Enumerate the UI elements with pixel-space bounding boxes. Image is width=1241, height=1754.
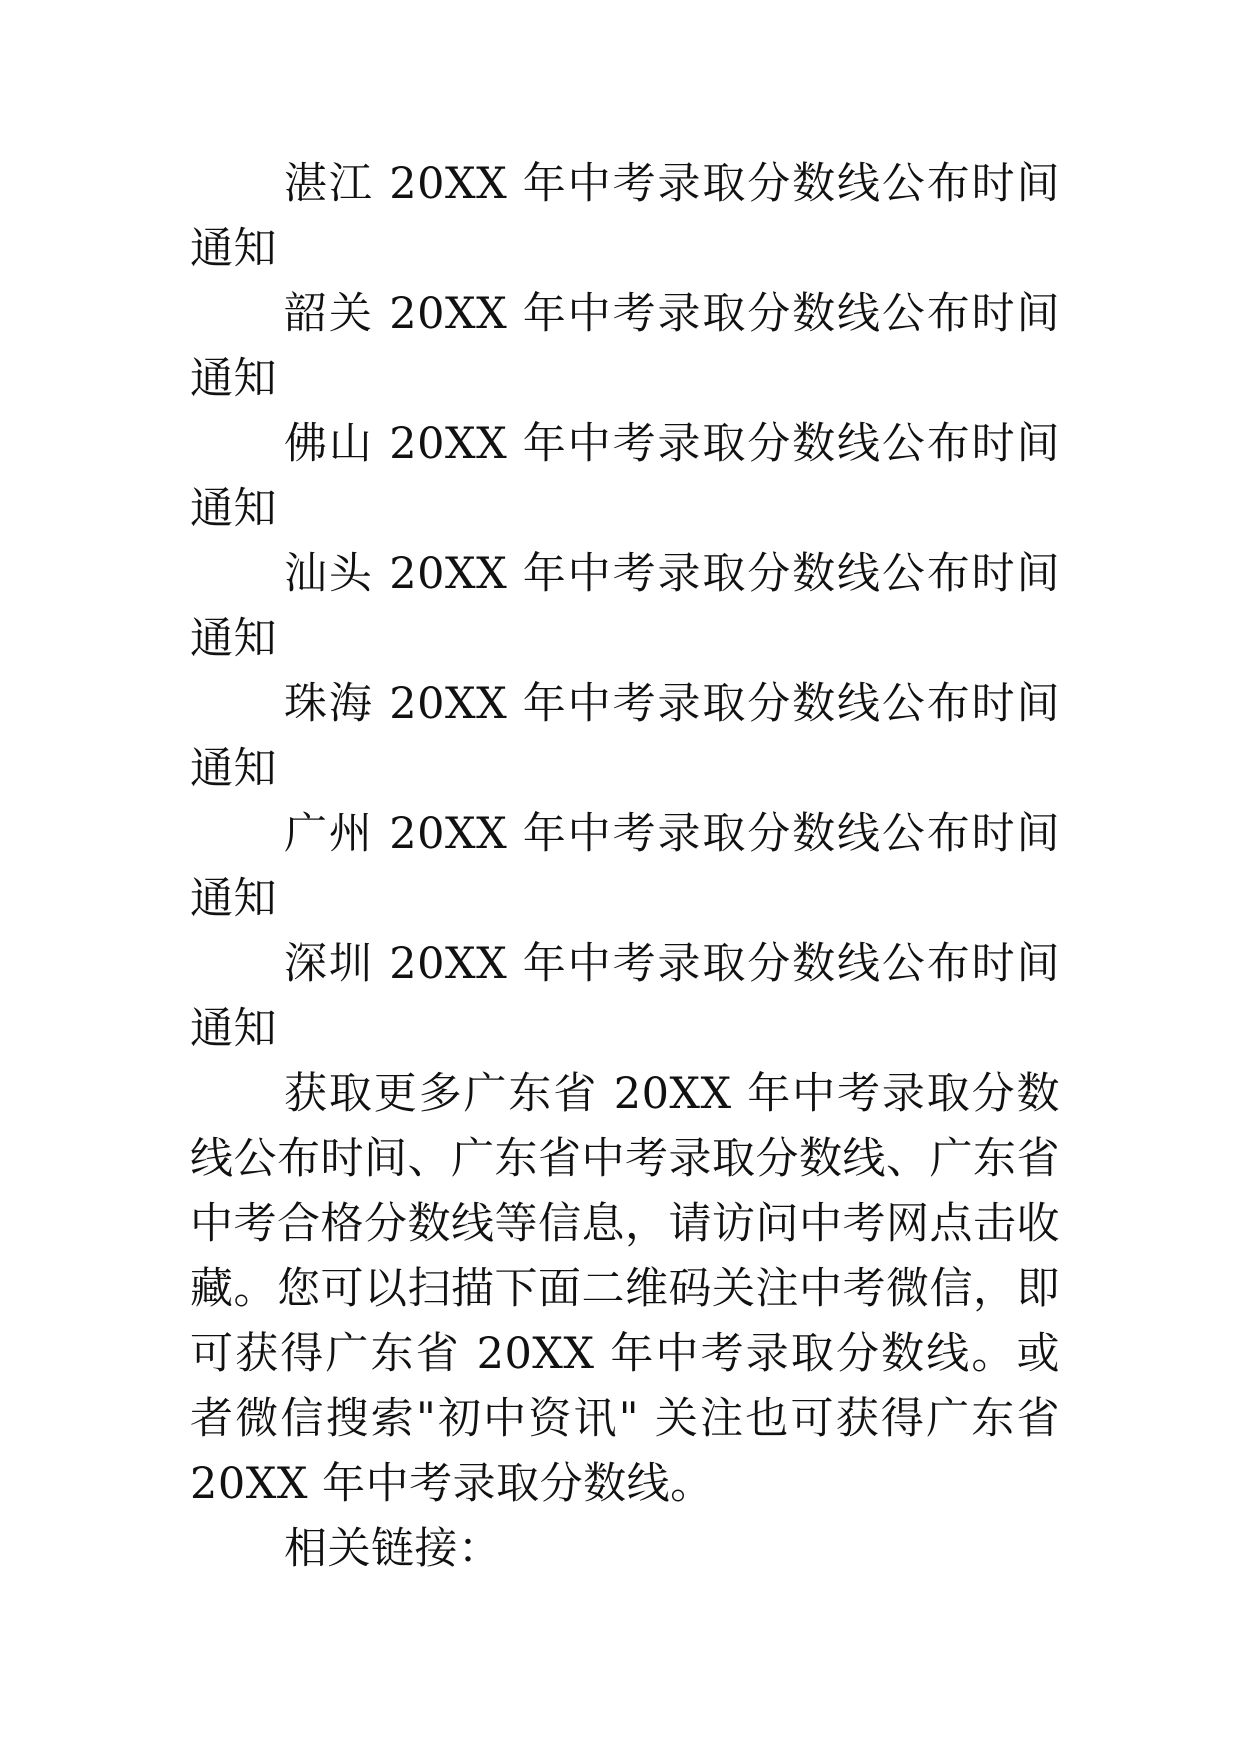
paragraph-zhuhai-notice: 珠海 20XX 年中考录取分数线公布时间通知 <box>190 679 1060 794</box>
paragraph-shenzhen-notice: 深圳 20XX 年中考录取分数线公布时间通知 <box>190 939 1060 1054</box>
paragraph-foshan-notice: 佛山 20XX 年中考录取分数线公布时间通知 <box>190 419 1060 534</box>
paragraph-shaoguan-notice: 韶关 20XX 年中考录取分数线公布时间通知 <box>190 289 1060 404</box>
paragraph-guangzhou-notice: 广州 20XX 年中考录取分数线公布时间通知 <box>190 809 1060 924</box>
paragraph-related-links: 相关链接： <box>284 1524 502 1574</box>
document-body <box>190 152 1060 1582</box>
paragraph-more-info: 获取更多广东省 20XX 年中考录取分数线公布时间、广东省中考录取分数线、广东省中考合格分数线等信息，请访问中考网点击收藏。您可以扫描下面二维码关注中考微信，即可获得广东省 20XX 年中考录取分数线。或者微信搜索"初中资讯" 关注也可获得广东省 20XX 年中考录取分数线。 <box>190 1069 1060 1509</box>
paragraph-shantou-notice: 汕头 20XX 年中考录取分数线公布时间通知 <box>190 549 1060 664</box>
paragraph-zhanjiang-notice: 湛江 20XX 年中考录取分数线公布时间通知 <box>190 159 1060 274</box>
